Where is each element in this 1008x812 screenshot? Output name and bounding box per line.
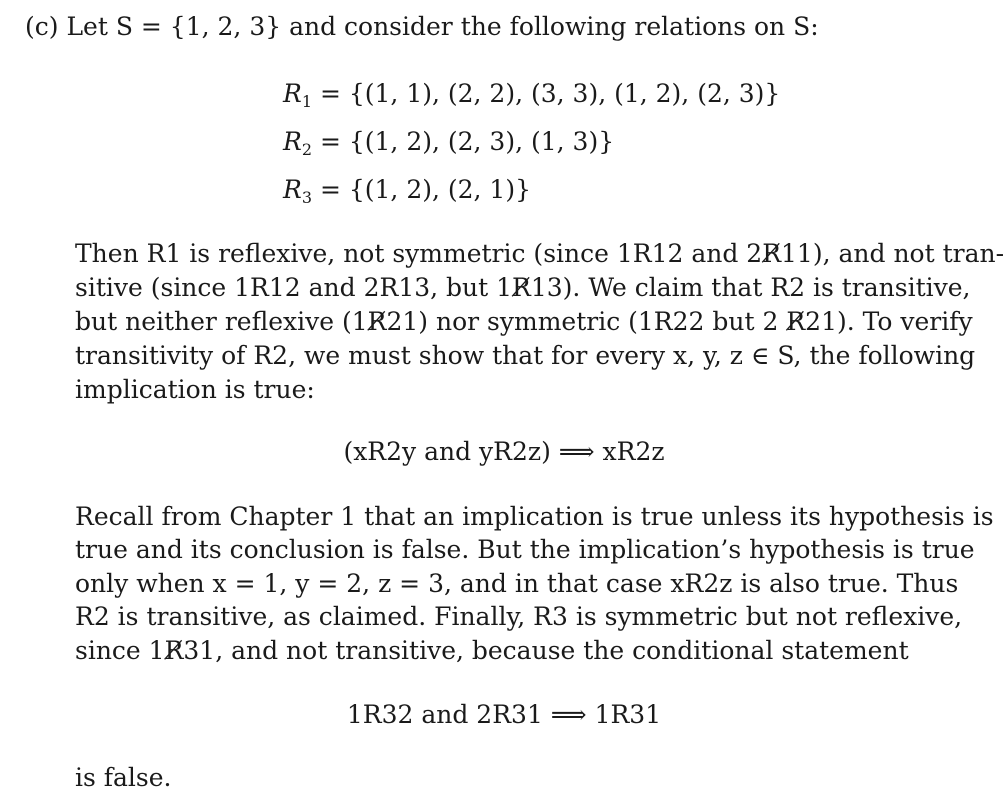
text-line: transitivity of R2, we must show that for every x, y, z ∈ S, the following [75,341,976,370]
implication-display: (xR2y and yR2z) ⟹ xR2z [343,437,665,466]
relation-subscript: 3 [301,188,313,207]
relation-value: = {(1, 2), (2, 3), (1, 3)} [319,127,615,156]
text-line: Recall from Chapter 1 that an implication is true unless its hypothesis is [75,502,994,531]
text-line: but neither reflexive (1R̸21) nor symmetric (1R22 but 2 R̸21). To verify [75,307,973,336]
relation-value: = {(1, 1), (2, 2), (3, 3), (1, 2), (2, 3)} [319,79,781,108]
text-line: since 1R̸31, and not transitive, because the conditional statement [75,636,909,665]
text-line: R2 is transitive, as claimed. Finally, R3 is symmetric but not reflexive, [75,602,963,631]
text-line: true and its conclusion is false. But the implication’s hypothesis is true [75,535,975,564]
relation-r2 [283,125,614,159]
relation-r3 [283,173,531,207]
text-line: implication is true: [75,375,315,404]
relation-value: = {(1, 2), (2, 1)} [319,175,531,204]
closing-line: is false. [75,763,172,792]
relation-r1 [283,77,780,111]
relation-name: R [283,127,302,156]
text-line: sitive (since 1R12 and 2R13, but 1R̸13). We claim that R2 is transitive, [75,273,971,302]
relation-name: R [283,79,302,108]
text-line: only when x = 1, y = 2, z = 3, and in that case xR2z is also true. Thus [75,569,959,598]
intro-line [25,10,819,44]
conditional-display: 1R32 and 2R31 ⟹ 1R31 [346,700,662,729]
relation-name: R [283,175,302,204]
relation-subscript: 2 [301,140,313,159]
text-line: Then R1 is reflexive, not symmetric (since 1R12 and 2R̸11), and not tran- [75,239,1005,268]
relation-subscript: 1 [301,92,313,111]
intro-text: (c) Let S = {1, 2, 3} and consider the following relations on S: [25,12,819,41]
